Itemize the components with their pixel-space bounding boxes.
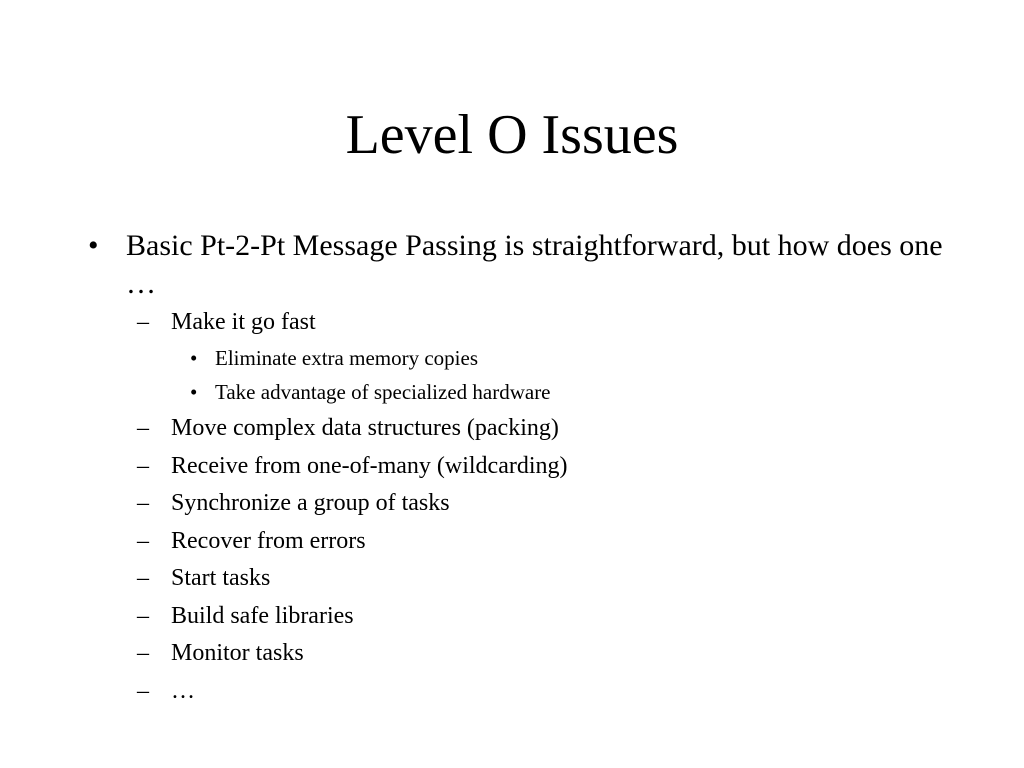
sub-item-marker: – <box>137 528 149 554</box>
sub-item: Move complex data structures (packing) <box>171 415 559 441</box>
sub-item: … <box>171 678 195 704</box>
sub-sub-item: Take advantage of specialized hardware <box>215 380 551 404</box>
sub-item: Monitor tasks <box>171 640 304 666</box>
sub-item-marker: – <box>137 453 149 479</box>
sub-item: Build safe libraries <box>171 603 354 629</box>
sub-item-marker: – <box>137 490 149 516</box>
sub-item-marker: – <box>137 415 149 441</box>
bullet-text: Basic Pt-2-Pt Message Passing is straightforward, but how does one … <box>126 229 943 300</box>
sub-item: Receive from one-of-many (wildcarding) <box>171 453 568 479</box>
sub-item: Recover from errors <box>171 528 366 554</box>
sub-item-marker: – <box>137 640 149 666</box>
sub-item: Start tasks <box>171 565 271 591</box>
sub-sub-item: Eliminate extra memory copies <box>215 346 478 370</box>
sub-item-marker: – <box>137 309 149 335</box>
bullet-marker: • <box>88 229 99 262</box>
sub-item-marker: – <box>137 678 149 704</box>
sub-sub-item-marker: • <box>190 346 198 370</box>
sub-sub-item-marker: • <box>190 380 198 404</box>
sub-item-marker: – <box>137 565 149 591</box>
sub-item: Synchronize a group of tasks <box>171 490 450 516</box>
slide-title: Level O Issues <box>345 104 679 166</box>
sub-item-marker: – <box>137 603 149 629</box>
sub-item: Make it go fast <box>171 309 316 335</box>
